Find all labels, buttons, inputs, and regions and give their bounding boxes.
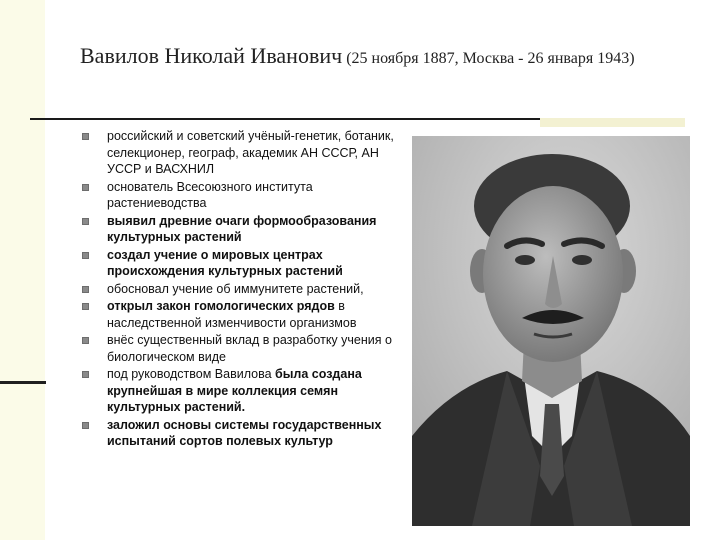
bullet-item: [82, 281, 402, 298]
bullet-text: была создана крупнейшая в мире коллекция семян культурных растений.: [107, 367, 362, 414]
title-divider: [30, 118, 540, 120]
bullet-text: выявил древние очаги формообразования культурных растений: [107, 213, 377, 244]
left-accent-rule: [0, 381, 46, 384]
bullet-text: создал учение о мировых центрах происхождения культурных растений: [107, 247, 343, 278]
square-bullet-icon: [82, 371, 89, 378]
square-bullet-icon: [82, 184, 89, 191]
square-bullet-icon: [82, 286, 89, 293]
bullet-item: [82, 332, 402, 365]
square-bullet-icon: [82, 218, 89, 225]
square-bullet-icon: [82, 422, 89, 429]
bullet-text: внёс существенный вклад в разработку учения о биологическом виде: [107, 333, 392, 364]
bullet-item: [82, 298, 402, 331]
title-dates: (25 ноября 1887, Москва - 26 января 1943): [342, 50, 635, 67]
bullet-list: [82, 128, 402, 451]
bullet-item: [82, 213, 402, 246]
bullet-item: [82, 247, 402, 280]
square-bullet-icon: [82, 252, 89, 259]
bullet-text: обосновал учение об иммунитете растений,: [107, 281, 364, 296]
bullet-item: [82, 179, 402, 212]
portrait-illustration: [412, 136, 690, 526]
bullet-text: под руководством Вавилова: [107, 367, 276, 381]
title-name: Вавилов Николай Иванович: [80, 43, 343, 68]
bullet-item: [82, 417, 402, 450]
portrait-photo: [412, 136, 690, 526]
left-decorative-band: [0, 0, 45, 540]
slide-title: [80, 42, 680, 73]
bullet-item: [82, 128, 402, 178]
bullet-text: основатель Всесоюзного института растениеводства: [107, 179, 313, 210]
bullet-text: российский и советский учёный-генетик, ботаник, селекционер, географ, академик АН СССР, АН УССР и ВАСХНИЛ: [107, 129, 394, 176]
square-bullet-icon: [82, 303, 89, 310]
bullet-text: открыл закон гомологических рядов: [107, 299, 335, 313]
bullet-text: заложил основы системы государственных испытаний сортов полевых культур: [107, 417, 382, 448]
bullet-text: в наследственной изменчивости организмов: [107, 299, 357, 330]
square-bullet-icon: [82, 337, 89, 344]
title-divider-accent: [540, 118, 685, 127]
square-bullet-icon: [82, 133, 89, 140]
bullet-item: [82, 366, 402, 416]
